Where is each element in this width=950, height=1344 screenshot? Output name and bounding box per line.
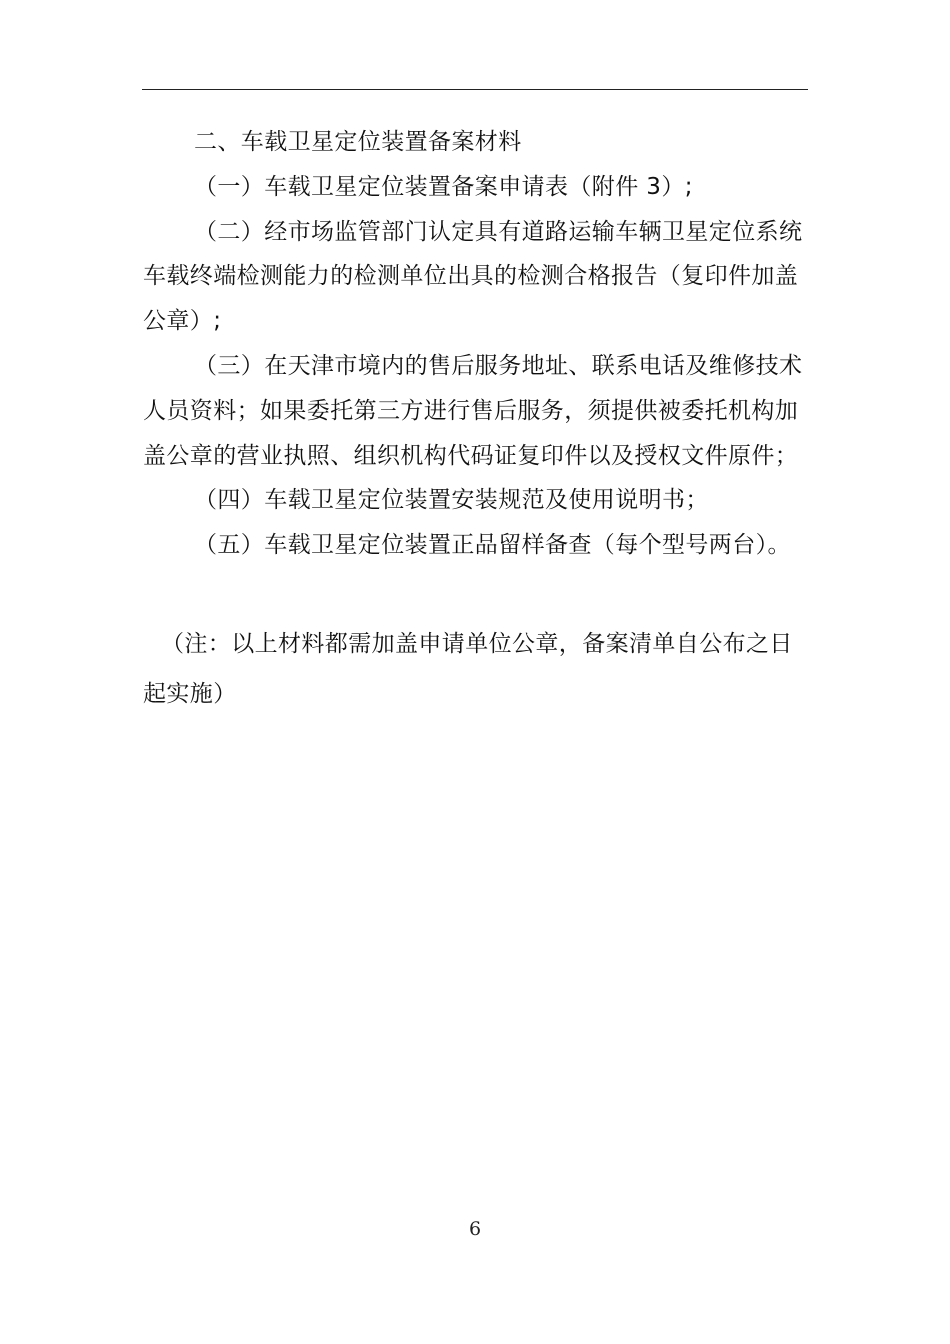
list-item-2: （二）经市场监管部门认定具有道路运输车辆卫星定位系统车载终端检测能力的检测单位出具的检测合格报告（复印件加盖公章）; [143,218,803,335]
header-rule [142,89,808,90]
document-body [143,120,809,719]
list-item-3: （三）在天津市境内的售后服务地址、联系电话及维修技术人员资料；如果委托第三方进行售后服务，须提供被委托机构加盖公章的营业执照、组织机构代码证复印件以及授权文件原件； [143,352,803,469]
list-item-1: （一）车载卫星定位装置备案申请表（附件 3）; [194,173,693,200]
page-number: 6 [468,1218,482,1240]
note-paragraph: （注：以上材料都需加盖申请单位公章，备案清单自公布之日起实施） [143,630,793,707]
list-item-4: （四）车载卫星定位装置安装规范及使用说明书； [194,487,709,514]
list-item-5: （五）车载卫星定位装置正品留样备查（每个型号两台）。 [194,532,791,559]
section-heading: 二、车载卫星定位装置备案材料 [194,129,522,155]
